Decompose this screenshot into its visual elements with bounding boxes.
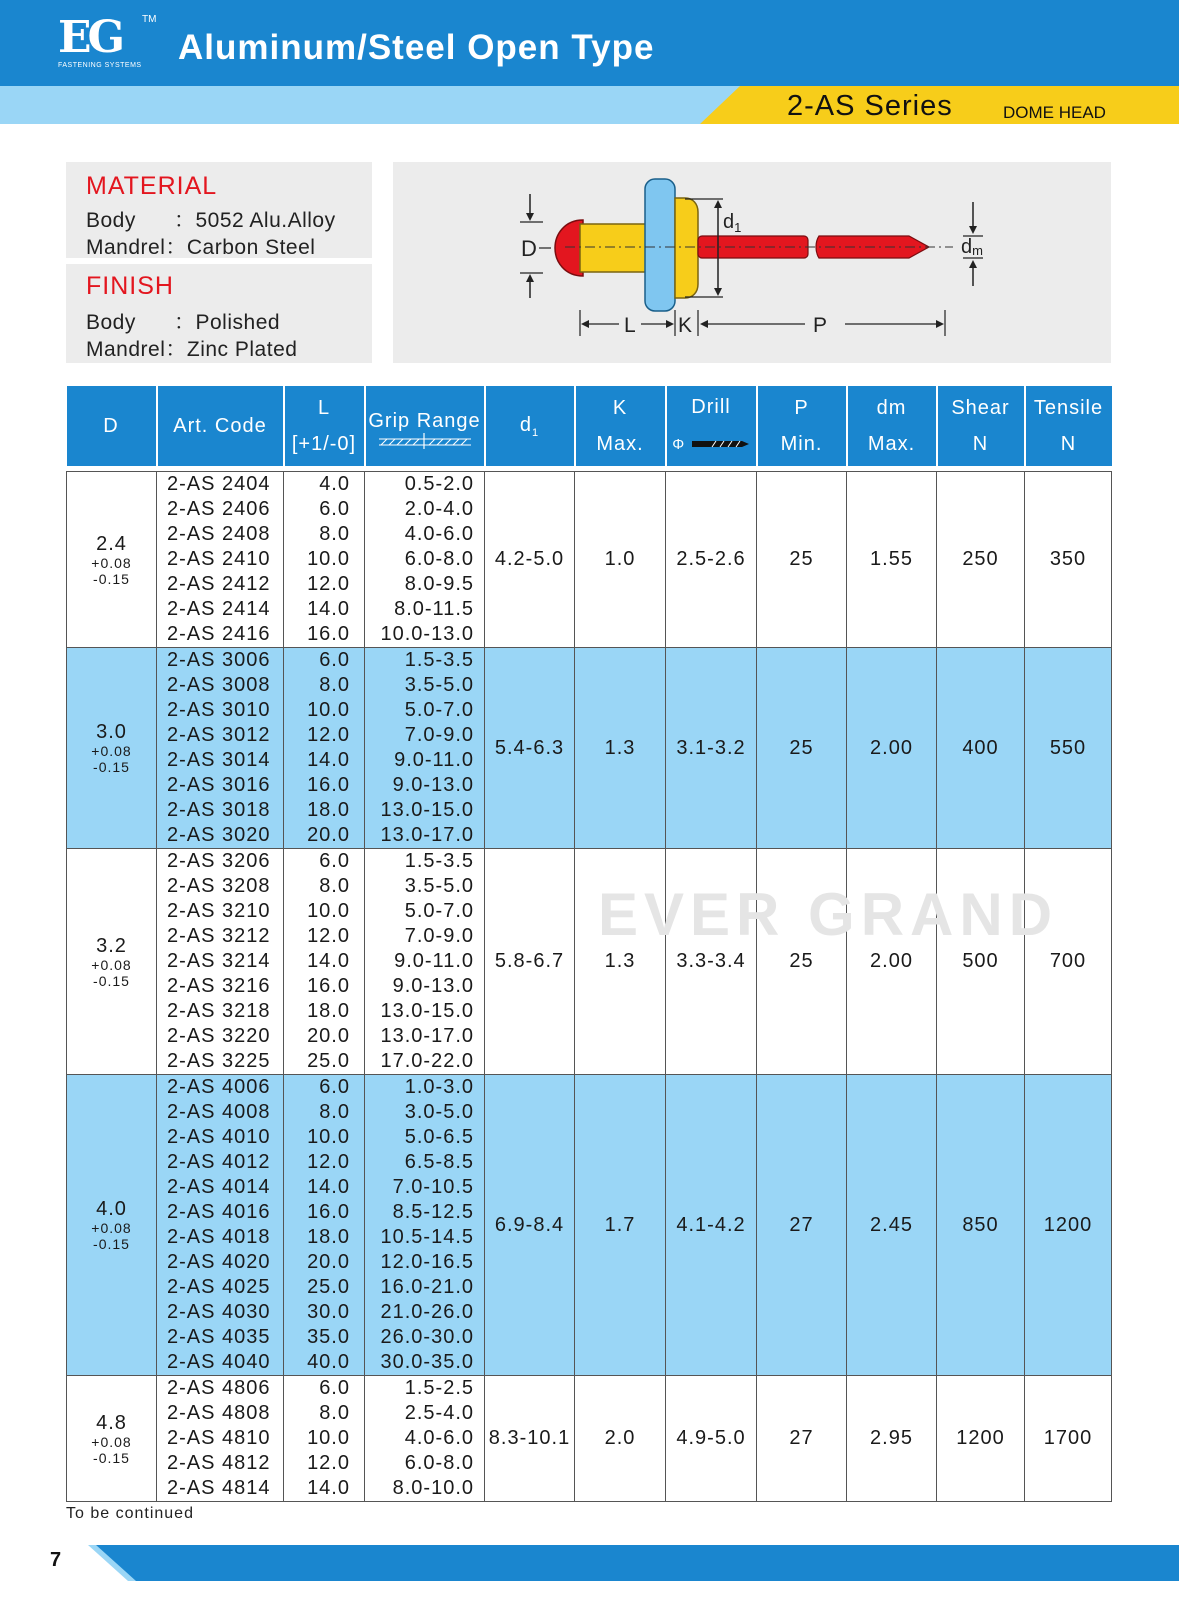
cell-art-code-value: 2-AS 2414 [167,598,271,620]
cell-grip-range-value: 9.0-11.0 [394,950,474,972]
cell-length-value: 18.0 [307,799,350,821]
cell-D [67,648,157,849]
cell-art-code-value: 2-AS 3218 [167,1000,271,1022]
cell-art-code-value: 2-AS 4810 [167,1427,271,1449]
cell-grip-range-value: 5.0-6.5 [404,1126,474,1148]
cell-art-code [157,849,284,1075]
cell-length-value: 35.0 [307,1326,350,1348]
material-mandrel-value: Carbon Steel [186,236,316,259]
cell-art-code-value: 2-AS 3208 [167,875,271,897]
cell-tensile: 700 [1025,849,1112,1075]
cell-d1: 4.2-5.0 [485,472,575,648]
series-title: 2-AS Series [787,90,953,122]
cell-shear: 250 [937,472,1025,648]
cell-drill: 3.3-3.4 [666,849,757,1075]
cell-grip-range [365,1376,485,1502]
finish-mandrel-line [86,333,297,363]
cell-K: 1.3 [575,648,666,849]
cell-art-code-value: 2-AS 4814 [167,1477,271,1499]
cell-grip-range-value: 17.0-22.0 [380,1050,474,1072]
cell-grip-range-value: 9.0-11.0 [394,749,474,771]
cell-grip-range-value: 10.5-14.5 [380,1226,474,1248]
cell-art-code-value: 2-AS 2404 [167,473,271,495]
col-header-shear: Shear N [937,386,1025,466]
head-type-label: DOME HEAD [1003,103,1106,122]
rivet-diagram-panel [393,162,1111,363]
cell-art-code-value: 2-AS 4040 [167,1351,271,1373]
table-row [67,472,1112,648]
arrow-down-icon [969,226,977,234]
cell-dm: 2.00 [847,849,937,1075]
cell-grip-range-value: 5.0-7.0 [404,699,474,721]
table-header-row [67,386,1112,466]
cell-shear: 500 [937,849,1025,1075]
cell-grip-range-value: 8.0-9.5 [404,573,474,595]
cell-grip-range-value: 9.0-13.0 [392,975,474,997]
cell-grip-range-value: 13.0-17.0 [380,824,474,846]
cell-grip-range-value: 6.5-8.5 [404,1151,474,1173]
cell-grip-range-value: 30.0-35.0 [380,1351,474,1373]
finish-body-line [86,306,280,336]
cell-tensile: 1200 [1025,1075,1112,1376]
cell-d1: 5.8-6.7 [485,849,575,1075]
cell-length-value: 10.0 [307,1427,350,1449]
cell-art-code-value: 2-AS 3220 [167,1025,271,1047]
cell-length-value: 12.0 [307,925,350,947]
page-title: Aluminum/Steel Open Type [178,28,655,67]
col-header-d1: $d_1$ [485,386,575,466]
drill-bit-icon [692,438,750,450]
col-header-dm: dm Max. [847,386,937,466]
table-row [67,1376,1112,1502]
col-header-drill: Drill Φ [666,386,757,466]
label-D: D [521,236,537,261]
arrow-down-icon [526,213,534,221]
spec-group [67,648,1112,849]
tolerance-plus: +0.08 [91,1433,132,1450]
material-body-value: 5052 Alu.Alloy [195,209,336,232]
cell-length-value: 10.0 [307,1126,350,1148]
cell-art-code-value: 2-AS 4020 [167,1251,271,1273]
cell-grip-range-value: 6.0-8.0 [404,1452,474,1474]
tolerance-minus: -0.15 [93,1236,130,1252]
diameter-value: 4.0 [96,1198,127,1220]
cell-D [67,1376,157,1502]
cell-grip-range-value: 21.0-26.0 [380,1301,474,1323]
cell-drill: 3.1-3.2 [666,648,757,849]
cell-length-value: 4.0 [319,473,350,495]
cell-length-value: 10.0 [307,900,350,922]
spec-group [67,849,1112,1075]
cell-D [67,1075,157,1376]
tolerance-minus: -0.15 [93,1449,130,1466]
cell-length-value: 12.0 [307,573,350,595]
cell-art-code-value: 2-AS 3012 [167,724,271,746]
cell-drill: 4.9-5.0 [666,1376,757,1502]
cell-length-value: 10.0 [307,548,350,570]
cell-length-value: 6.0 [319,1076,350,1098]
spec-group [67,472,1112,648]
cell-art-code-value: 2-AS 2406 [167,498,271,520]
cell-grip-range [365,1075,485,1376]
workpiece-sheet [645,179,675,311]
cell-length-value: 14.0 [307,950,350,972]
cell-grip-range-value: 8.5-12.5 [392,1201,474,1223]
colon: ： [174,311,196,334]
cell-length-value: 20.0 [307,1025,350,1047]
cell-grip-range-value: 7.0-9.0 [404,724,474,746]
cell-length-value: 14.0 [307,1176,350,1198]
col-header-tensile: Tensile N [1025,386,1112,466]
cell-length-value: 8.0 [319,523,350,545]
cell-grip-range-value: 13.0-17.0 [380,1025,474,1047]
diameter-value: 4.8 [96,1411,127,1434]
cell-length-value: 6.0 [319,649,350,671]
cell-length-value: 12.0 [307,1452,350,1474]
label-d1: $d_1$ [723,211,742,235]
diameter-value: 3.2 [96,934,127,957]
label-K: K [678,314,693,337]
finish-title: FINISH [86,272,174,300]
finish-mandrel-value: Zinc Plated [186,338,298,361]
cell-art-code-value: 2-AS 2410 [167,548,271,570]
cell-length-value: 6.0 [319,1377,350,1399]
arrow-down-icon [714,288,722,296]
cell-length-value: 25.0 [307,1276,350,1298]
cell-grip-range-value: 3.5-5.0 [404,674,474,696]
cell-art-code-value: 2-AS 3010 [167,699,271,721]
cell-length-value: 8.0 [319,1402,350,1424]
cell-length-value: 14.0 [307,1477,350,1499]
cell-P: 27 [757,1376,847,1502]
cell-length-value: 8.0 [319,674,350,696]
cell-art-code [157,472,284,648]
footnote: To be continued [66,1505,194,1522]
cell-grip-range-value: 3.0-5.0 [404,1101,474,1123]
cell-length-value: 14.0 [307,749,350,771]
cell-K: 2.0 [575,1376,666,1502]
cell-length [284,648,365,849]
logo-mark: EG [58,12,122,63]
cell-length-value: 12.0 [307,1151,350,1173]
cell-grip-range-value: 1.5-3.5 [404,850,474,872]
cell-K: 1.0 [575,472,666,648]
cell-grip-range-value: 7.0-9.0 [404,925,474,947]
cell-art-code-value: 2-AS 3008 [167,674,271,696]
cell-art-code-value: 2-AS 3018 [167,799,271,821]
cell-K: 1.3 [575,849,666,1075]
cell-art-code-value: 2-AS 4030 [167,1301,271,1323]
footer-bar [0,1545,1179,1581]
cell-art-code-value: 2-AS 4008 [167,1101,271,1123]
cell-art-code-value: 2-AS 3020 [167,824,271,846]
cell-length-value: 12.0 [307,724,350,746]
cell-art-code [157,1376,284,1502]
cell-grip-range-value: 8.0-11.5 [394,598,474,620]
tolerance-plus: +0.08 [91,1220,132,1236]
cell-drill: 4.1-4.2 [666,1075,757,1376]
tolerance-plus: +0.08 [91,956,132,973]
cell-length-value: 8.0 [319,1101,350,1123]
finish-body-value: Polished [195,311,281,334]
table-row [67,849,1112,1075]
cell-art-code-value: 2-AS 4006 [167,1076,271,1098]
cell-grip-range [365,849,485,1075]
cell-shear: 400 [937,648,1025,849]
spec-group [67,1075,1112,1376]
material-title: MATERIAL [86,172,218,200]
cell-grip-range-value: 13.0-15.0 [380,799,474,821]
finish-body-label: Body [86,311,136,334]
colon: ： [174,209,196,232]
cell-art-code-value: 2-AS 4018 [167,1226,271,1248]
cell-grip-range-value: 5.0-7.0 [404,900,474,922]
table-row [67,1075,1112,1376]
diameter-value: 2.4 [96,532,127,555]
logo-trademark: TM [142,14,157,25]
cell-grip-range [365,648,485,849]
arrow-up-icon [714,200,722,208]
cell-art-code-value: 2-AS 3216 [167,975,271,997]
cell-grip-range-value: 13.0-15.0 [380,1000,474,1022]
arrow-right-icon [936,320,944,328]
cell-art-code-value: 2-AS 4010 [167,1126,271,1148]
cell-length-value: 20.0 [307,824,350,846]
rivet-diagram [393,162,1111,363]
tolerance-minus: -0.15 [93,759,130,775]
cell-length-value: 30.0 [307,1301,350,1323]
cell-length-value: 6.0 [319,850,350,872]
rivet-flange [675,198,698,298]
cell-grip-range-value: 16.0-21.0 [380,1276,474,1298]
cell-length-value: 16.0 [307,975,350,997]
page-number: 7 [50,1549,62,1571]
tolerance-minus: -0.15 [93,570,130,587]
col-header-D: D [67,386,157,466]
cell-P: 25 [757,648,847,849]
cell-art-code-value: 2-AS 2416 [167,623,271,645]
cell-D [67,472,157,648]
cell-art-code [157,648,284,849]
col-header-K: K Max. [575,386,666,466]
cell-grip-range-value: 7.0-10.5 [392,1176,474,1198]
cell-art-code-value: 2-AS 3210 [167,900,271,922]
colon: ： [165,236,187,259]
table-row [67,648,1112,849]
cell-grip-range-value: 4.0-6.0 [404,1427,474,1449]
col-header-L: L [+1/-0] [284,386,365,466]
material-body-line [86,204,336,234]
col-header-grip-range: Grip Range [365,386,485,466]
cell-tensile: 1700 [1025,1376,1112,1502]
cell-length-value: 6.0 [319,498,350,520]
cell-d1: 8.3-10.1 [485,1376,575,1502]
cell-drill: 2.5-2.6 [666,472,757,648]
cell-art-code-value: 2-AS 3214 [167,950,271,972]
cell-grip-range-value: 12.0-16.5 [380,1251,474,1273]
cell-P: 25 [757,472,847,648]
cell-art-code-value: 2-AS 3006 [167,649,271,671]
spec-group [67,1376,1112,1502]
cell-d1: 6.9-8.4 [485,1075,575,1376]
cell-shear: 850 [937,1075,1025,1376]
cell-shear: 1200 [937,1376,1025,1502]
cell-art-code-value: 2-AS 3206 [167,850,271,872]
cell-P: 27 [757,1075,847,1376]
label-P: P [813,314,828,337]
cell-art-code [157,1075,284,1376]
cell-dm: 1.55 [847,472,937,648]
cell-grip-range-value: 6.0-8.0 [404,548,474,570]
cell-grip-range-value: 9.0-13.0 [392,774,474,796]
cell-art-code-value: 2-AS 2408 [167,523,271,545]
tolerance-plus: +0.08 [91,554,132,571]
cell-art-code-value: 2-AS 4808 [167,1402,271,1424]
cell-length-value: 18.0 [307,1226,350,1248]
diameter-value: 3.0 [96,721,127,743]
cell-art-code-value: 2-AS 4812 [167,1452,271,1474]
cell-art-code-value: 2-AS 3225 [167,1050,271,1072]
tolerance-minus: -0.15 [93,972,130,989]
col-header-P: P Min. [757,386,847,466]
cell-art-code-value: 2-AS 3212 [167,925,271,947]
cell-grip-range-value: 8.0-10.0 [392,1477,474,1499]
arrow-right-icon [666,320,674,328]
cell-length-value: 8.0 [319,875,350,897]
cell-grip-range-value: 1.0-3.0 [404,1076,474,1098]
arrow-left-icon [581,320,589,328]
cell-dm: 2.00 [847,648,937,849]
label-dm: dm [961,236,983,258]
cell-tensile: 550 [1025,648,1112,849]
cell-grip-range [365,472,485,648]
cell-art-code-value: 2-AS 2412 [167,573,271,595]
cell-art-code-value: 2-AS 4014 [167,1176,271,1198]
rivet-dome-head [555,220,583,276]
cell-dm: 2.95 [847,1376,937,1502]
cell-d1: 5.4-6.3 [485,648,575,849]
cell-length-value: 18.0 [307,1000,350,1022]
colon: ： [165,338,187,361]
cell-art-code-value: 2-AS 4806 [167,1377,271,1399]
cell-art-code-value: 2-AS 3016 [167,774,271,796]
cell-length [284,849,365,1075]
cell-grip-range-value: 26.0-30.0 [380,1326,474,1348]
material-body-label: Body [86,209,136,232]
finish-mandrel-label: Mandrel [86,338,166,361]
cell-art-code-value: 2-AS 4025 [167,1276,271,1298]
cell-grip-range-value: 0.5-2.0 [404,473,474,495]
cell-length-value: 20.0 [307,1251,350,1273]
label-L: L [624,314,636,337]
cell-length-value: 40.0 [307,1351,350,1373]
cell-length [284,1075,365,1376]
cell-art-code-value: 2-AS 3014 [167,749,271,771]
cell-length-value: 16.0 [307,623,350,645]
cell-art-code-value: 2-AS 4016 [167,1201,271,1223]
cell-length-value: 16.0 [307,774,350,796]
cell-grip-range-value: 2.5-4.0 [404,1402,474,1424]
material-mandrel-line [86,231,315,261]
cell-length [284,472,365,648]
material-panel [66,162,372,258]
col-header-art-code: Art. Code [157,386,284,466]
cell-length [284,1376,365,1502]
material-mandrel-label: Mandrel [86,236,166,259]
cell-grip-range-value: 4.0-6.0 [404,523,474,545]
cell-P: 25 [757,849,847,1075]
cell-grip-range-value: 10.0-13.0 [380,623,474,645]
cell-grip-range-value: 1.5-2.5 [404,1377,474,1399]
cell-art-code-value: 2-AS 4012 [167,1151,271,1173]
cell-length-value: 14.0 [307,598,350,620]
cell-dm: 2.45 [847,1075,937,1376]
cell-art-code-value: 2-AS 4035 [167,1326,271,1348]
cell-grip-range-value: 2.0-4.0 [404,498,474,520]
logo-subtitle: FASTENING SYSTEMS [58,62,142,69]
cell-length-value: 16.0 [307,1201,350,1223]
cell-tensile: 350 [1025,472,1112,648]
cell-K: 1.7 [575,1075,666,1376]
cell-grip-range-value: 3.5-5.0 [404,875,474,897]
company-logo [58,12,157,80]
spec-table [66,386,1112,1502]
cell-grip-range-value: 1.5-3.5 [404,649,474,671]
watermark: EVER GRAND [598,881,1059,948]
tolerance-plus: +0.08 [91,743,132,759]
finish-panel [66,264,372,363]
cell-length-value: 25.0 [307,1050,350,1072]
cell-D [67,849,157,1075]
cell-length-value: 10.0 [307,699,350,721]
